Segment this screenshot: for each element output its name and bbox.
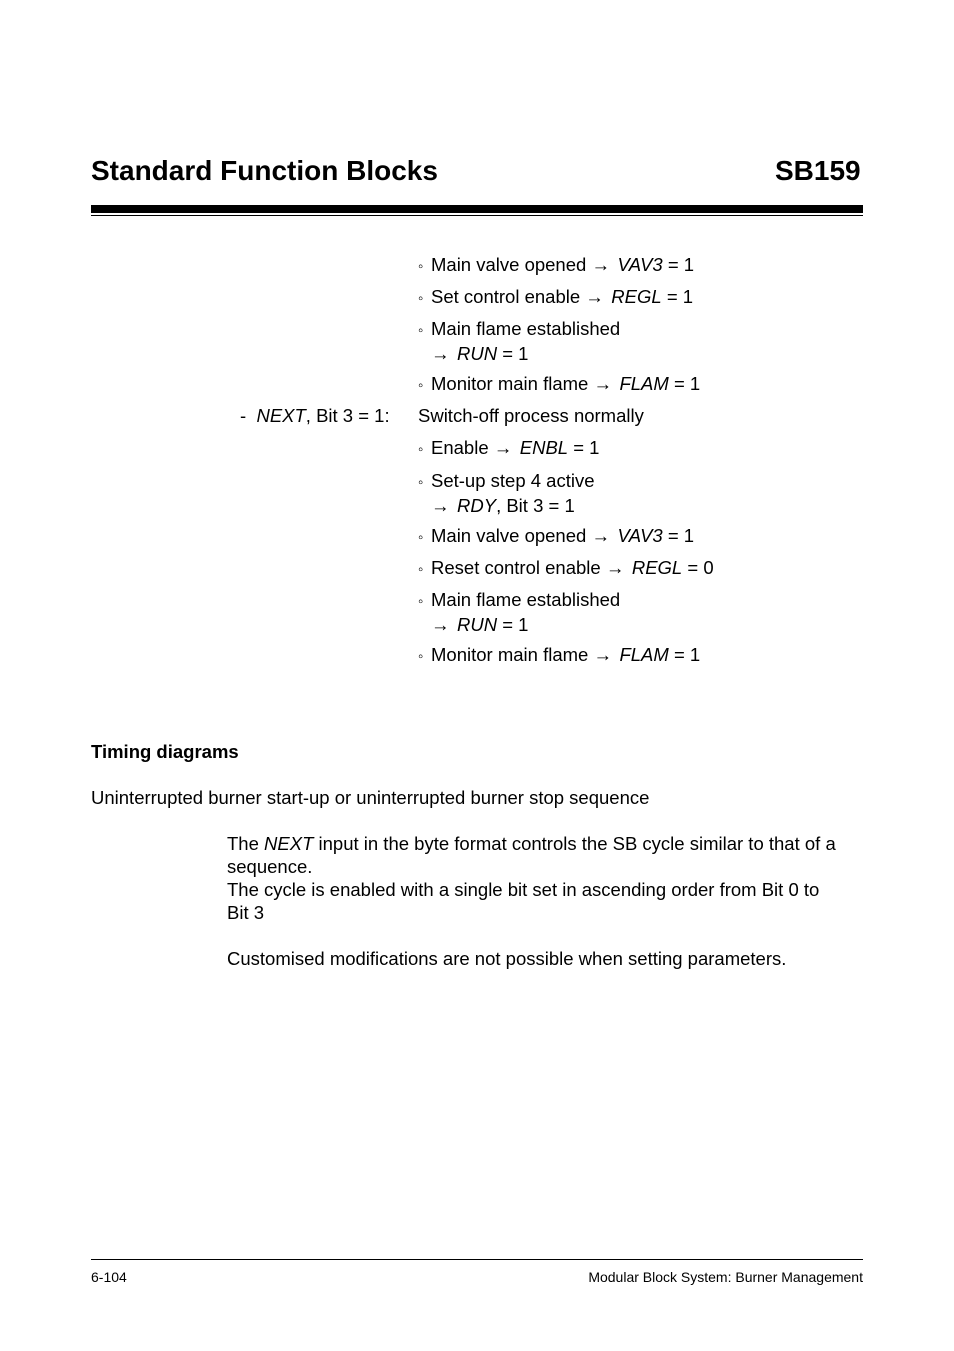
list-item: ◦ Main valve opened → VAV3 = 1 [418,253,694,278]
list-item: ◦ Reset control enable → REGL = 0 [418,556,714,581]
footer-rule [91,1259,863,1260]
paragraph-line: The NEXT input in the byte format controls the SB cycle similar to that of a [227,833,836,854]
arrow-icon: → [585,286,604,307]
list-item: ◦ Set control enable → REGL = 1 [418,285,693,310]
bullet: ◦ [418,561,424,578]
header-rule-thin [91,215,863,216]
arrow-icon: → [593,644,612,665]
bullet: ◦ [418,441,424,458]
next-bit3-label: - NEXT, Bit 3 = 1: [240,405,390,426]
list-item: ◦ Set-up step 4 active → RDY, Bit 3 = 1 [418,470,595,516]
list-item: ◦ Monitor main flame → FLAM = 1 [418,372,700,397]
arrow-icon: → [591,254,610,275]
section-subtitle: Uninterrupted burner start-up or uninterrupted burner stop sequence [91,787,650,808]
header-rule-thick [91,205,863,213]
list-item: ◦ Main flame established → RUN = 1 [418,589,621,635]
next-bit3-description: Switch-off process normally [418,405,644,426]
list-item: ◦ Monitor main flame → FLAM = 1 [418,643,700,668]
bullet: ◦ [418,474,424,491]
bullet: ◦ [418,529,424,546]
footer-doc-title: Modular Block System: Burner Management [588,1269,863,1285]
page-title: Standard Function Blocks [91,155,438,186]
bullet: ◦ [418,593,424,610]
arrow-icon: → [493,437,513,458]
bullet: ◦ [418,322,424,339]
paragraph-line: The cycle is enabled with a single bit set in ascending order from Bit 0 to [227,879,820,900]
bullet: ◦ [418,648,424,665]
arrow-icon: → [605,557,625,578]
bullet: ◦ [418,377,424,394]
arrow-icon: → [431,495,450,516]
block-code: SB159 [775,155,861,186]
arrow-icon: → [431,343,450,364]
paragraph-line: Customised modifications are not possible when setting parameters. [227,948,787,969]
arrow-icon: → [593,373,612,394]
arrow-icon: → [431,614,450,635]
list-item: ◦ Main valve opened → VAV3 = 1 [418,524,694,549]
paragraph-line: sequence. [227,856,313,877]
bullet: ◦ [418,258,424,275]
section-heading: Timing diagrams [91,741,239,762]
bullet: ◦ [418,290,424,307]
list-item: ◦ Enable → ENBL = 1 [418,436,599,461]
page-number: 6-104 [91,1269,127,1285]
list-item: ◦ Main flame established → RUN = 1 [418,318,621,364]
paragraph-line: Bit 3 [227,902,265,923]
arrow-icon: → [591,525,610,546]
